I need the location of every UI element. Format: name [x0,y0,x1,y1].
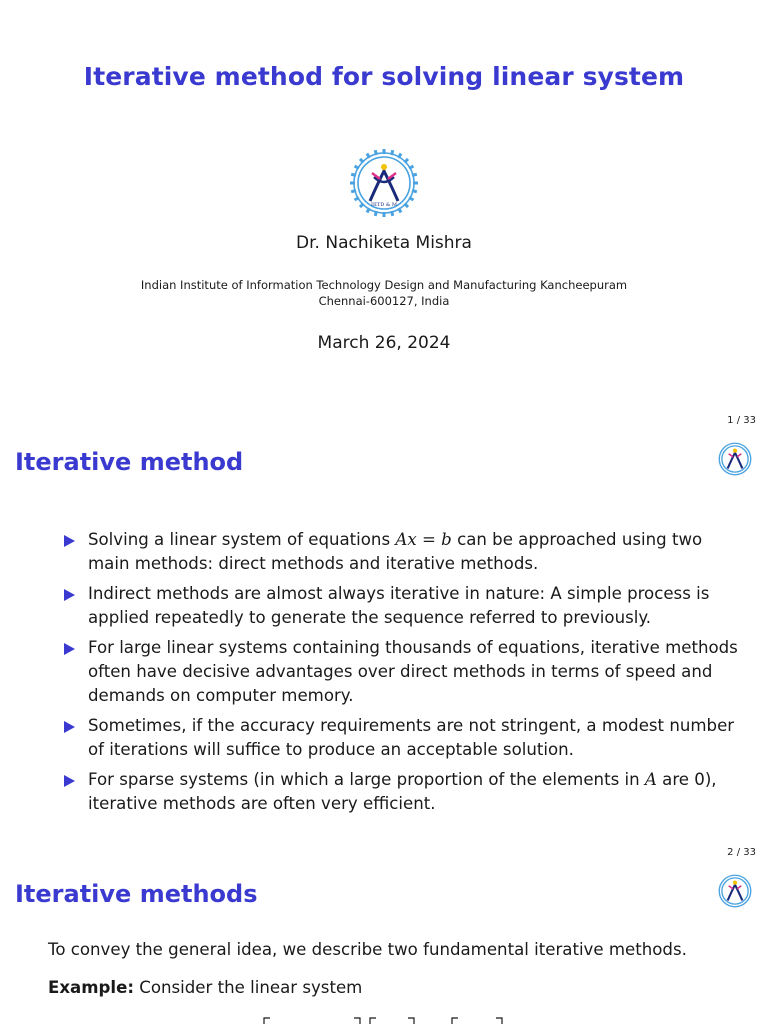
bullet-triangle-icon [64,643,75,655]
example-paragraph [48,976,362,1000]
frame-title: Iterative method [15,448,244,476]
institute-address: Chennai-600127, India [318,294,450,308]
bullet-triangle-icon [64,589,75,601]
slide-iterative-methods [0,864,768,1024]
institute-name: Indian Institute of Information Technology Design and Manufacturing Kancheepuram [140,278,628,292]
list-item: Indirect methods are almost always iterative in nature: A simple process is applied repeatedly to generate the sequence referred to previously. [62,582,742,630]
matrix-brackets-partial [258,1016,508,1024]
bullet-triangle-icon [64,535,75,547]
iiitdm-logo [714,438,756,480]
institute [0,277,768,309]
frame-title: Iterative methods [15,880,258,908]
list-item: For sparse systems (in which a large proportion of the elements in A are 0), iterative methods are often very efficient. [62,768,742,816]
iiitdm-logo [714,870,756,912]
iiitdm-logo [344,143,424,223]
bullet-triangle-icon [64,721,75,733]
list-item: For large linear systems containing thousands of equations, iterative methods often have decisive advantages over direct methods in terms of speed and demands on computer memory. [62,636,742,708]
list-item: Solving a linear system of equations Ax = b can be approached using two main methods: direct methods and iterative methods. [62,528,742,576]
intro-paragraph: To convey the general idea, we describe two fundamental iterative methods. [48,940,687,959]
bullet-triangle-icon [64,775,75,787]
bullet-list [62,528,742,822]
list-item: Sometimes, if the accuracy requirements are not stringent, a modest number of iterations will suffice to produce an acceptable solution. [62,714,742,762]
title-slide [0,0,768,432]
slide-iterative-method [0,432,768,864]
presentation-title: Iterative method for solving linear system [83,62,685,91]
author-name: Dr. Nachiketa Mishra [296,233,472,253]
page-number: 1 / 33 [727,415,756,426]
example-label: Example: [48,978,134,997]
svg-text:IIITD & M: IIITD & M [370,202,398,208]
page-number: 2 / 33 [727,847,756,858]
presentation-date: March 26, 2024 [317,333,451,353]
example-text: Consider the linear system [139,978,363,997]
